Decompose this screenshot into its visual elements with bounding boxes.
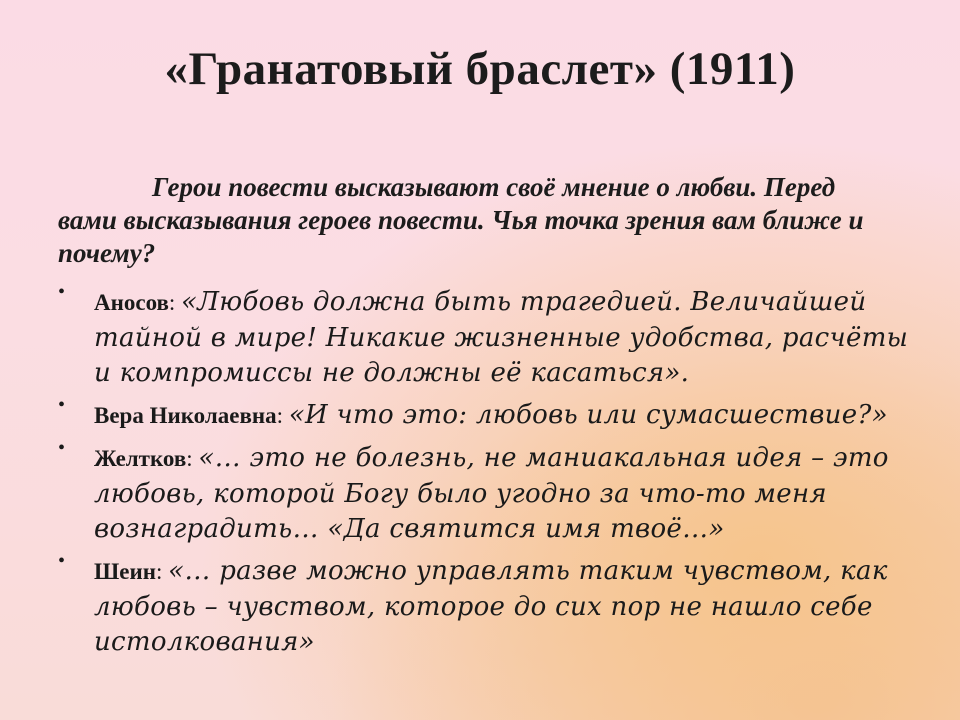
speaker-separator: : [155,559,169,584]
bullet-icon: • [58,437,66,459]
speaker-separator: : [168,290,182,315]
quote-text: «Любовь должна быть трагедией. Величайшей тайной в мире! Никакие жизненные удобства, расчёты и компромиссы не должны её касаться». [94,287,909,388]
bullet-icon: • [58,550,66,572]
slide-title: «Гранатовый браслет» (1911) [164,43,796,95]
list-item-vera [58,394,918,433]
speaker-name: Желтков [94,446,187,471]
bullet-icon: • [58,394,66,416]
list-item-anosov [58,281,918,390]
speaker-separator: : [186,446,199,471]
list-item-shein [58,550,918,659]
quote-text: «И что это: любовь или сумасшествие?» [288,400,888,430]
bullet-icon: • [58,281,66,303]
quote-text: «… это не болезнь, не маниакальная идея – это любовь, которой Богу было угодно за что-то меня вознаградить… «Да святится имя твоё…» [94,443,889,544]
speaker-separator: : [276,403,289,428]
quote-text: «… разве можно управлять таким чувством, как любовь – чувством, которое до сих пор не нашло себе истолкования» [94,556,888,657]
quotes-list [58,281,918,666]
speaker-name: Шеин [94,559,156,584]
intro-question: Герои повести высказывают своё мнение о любви. Перед вами высказывания героев повести. Чья точка зрения вам ближе и почему? [58,172,864,268]
speaker-name: Вера Николаевна [94,403,277,428]
speaker-name: Аносов [94,290,169,315]
list-item-zheltkov [58,437,918,546]
